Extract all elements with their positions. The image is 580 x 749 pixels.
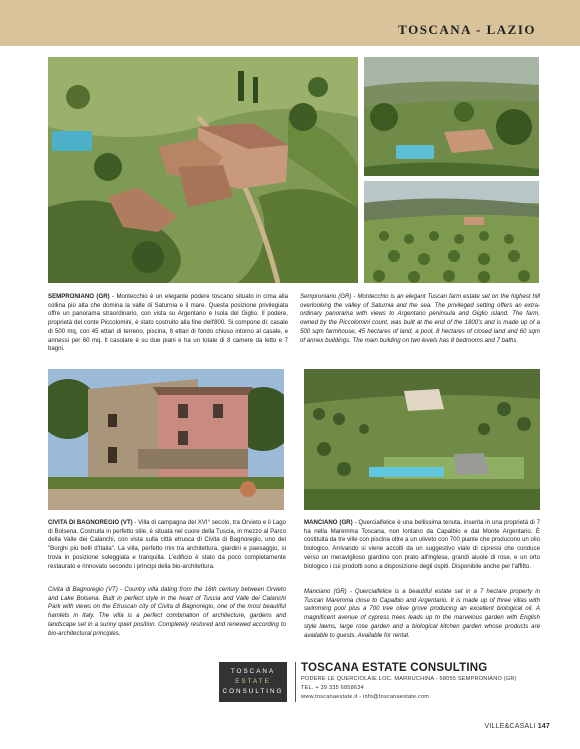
manciano-title: MANCIANO (GR)	[304, 519, 353, 526]
photo-manciano-estate	[304, 369, 540, 510]
company-phone: TEL. + 39 335 6858634	[301, 685, 364, 691]
semproniano-text-en: Semproniano (GR) - Montecchio is an elegant Tuscan farm estate set on the highest hill overlooking the valley of Saturnia and the sea. The privileged setting offers an extra-ordinary panorama with views to Argentario peninsula and Giglio island. The farm, owned by the Piccolomini count, was built at the end of the 1800's and is made up of a 500 sqm farmhouse, 45 hectares of land, a pool, 8 hectares of closed land and 60 sqm of annex buildings. The main building on two levels has 8 bedrooms and 7 baths.	[300, 293, 540, 344]
manciano-text-en: Manciano (GR) - Quercialfelice is a beautiful estate set in a 7 hectare property in Tuscan Maremma close to Capalbio and Argentario. It is made up of three villas with swimming pool plus a 700 tree olive grove producing an excellent biological oil. A magnificent avenue of cypress trees leads up to the marvelous garden with English style lawns, large rose garden and a biological kitchen garden whose products are available to guests. Available for rental.	[304, 588, 540, 639]
section-title: TOSCANA - LAZIO	[398, 22, 536, 37]
logo-line-2: ESTATE	[235, 678, 271, 685]
company-name: TOSCANA ESTATE CONSULTING	[301, 662, 488, 674]
page-number: 147	[537, 723, 550, 730]
logo-line-1: TOSCANA	[230, 668, 276, 675]
logo-line-3: CONSULTING	[222, 688, 284, 695]
page-footer	[485, 723, 550, 730]
photo-semproniano-olive-grove	[364, 181, 539, 283]
semproniano-title: SEMPRONIANO (GR)	[48, 293, 110, 300]
photo-semproniano-aerial	[48, 57, 358, 283]
photo-semproniano-pool	[364, 57, 539, 176]
civita-text-en: Civita di Bagnoregio (VT) - Country villa dating from the 16th century between Orvieto and Lake Bolsena. Built in perfect style in the heart of Tuscia and Valle dei Calanchi Park with views on the Etruscan city of Civita di Bagnoregio, one of the most beautiful hamlets in Italy. The villa is a perfect combination of architecture, gardens and landscape set in a sunny quiet position. Completely restored and renewed according to bio-architectural principles.	[48, 586, 286, 637]
agency-logo	[219, 662, 287, 702]
semproniano-text-it: SEMPRONIANO (GR) - Montecchio è un elegante podere toscano situato in cima alla collina più alta che domina la valle di Saturnia e il mare. Questa posizione privilegiata offre un panorama straordinario, con vista su Argentario e Isola del Giglio. Il podere, proprietà del conte Piccolomini, è stato costruito alla fine dell'800. Si compone di: casale di 500 mq, con 45 ettari di terreno, piscina, 8 ettari di fondo chiuso intorno al casale, e annessi per 60 mq. Il casolare è su due piani e ha un totale di 8 camere da letto e 7 bagni.	[48, 293, 289, 353]
manciano-text-it: MANCIANO (GR) - Quercialfelice è una bellissima tenuta, inserita in una proprietà di 7 ha nella Maremma Toscana, non lontano da Capalbio e dal Monte Argentario. È costituita da tre ville con piscina oltre a un uliveto con 700 piante che producono un olio biologico. Arrivando si viene accolti da un suggestivo viale di cipressi che conduce verso un meraviglioso giardino con prato all'inglese, grandi aiuole di rose, e un orto biologico i cui prodotti sono a disposizione degli ospiti. Disponibile anche per l'affitto.	[304, 519, 540, 570]
magazine-name: VILLE&CASALI	[484, 723, 536, 730]
photo-civita-villa	[48, 369, 284, 510]
contact-divider	[295, 662, 296, 702]
civita-title: CIVITA DI BAGNOREGIO (VT)	[48, 519, 133, 526]
civita-text-it: CIVITA DI BAGNOREGIO (VT) - Villa di campagna del XVI° secolo, tra Orvieto e il Lago di Bolsena. Costruita in perfetto stile, è situata nel cuore della Tuscia, in mezzo al Parco della Valle dei Calanchi, con vista sulla città etrusca di Civita di Bagnoregio, uno dei "Borghi più belli d'Italia". La villa, perfetto mix tra architettura, giardini e paesaggio, si trova in posizione soleggiata e tranquilla. L'edificio è stato da poco completamente restaurato e rinnovato secondo i principi della bio-architettura.	[48, 519, 286, 570]
company-web-link[interactable]: www.toscanaestate.it - info@toscanaestate.com	[301, 694, 430, 700]
company-address: PODERE LE QUERCIOLAIE LOC. MARRUCHINA - 58055 SEMPRONIANO (GR)	[301, 676, 517, 682]
